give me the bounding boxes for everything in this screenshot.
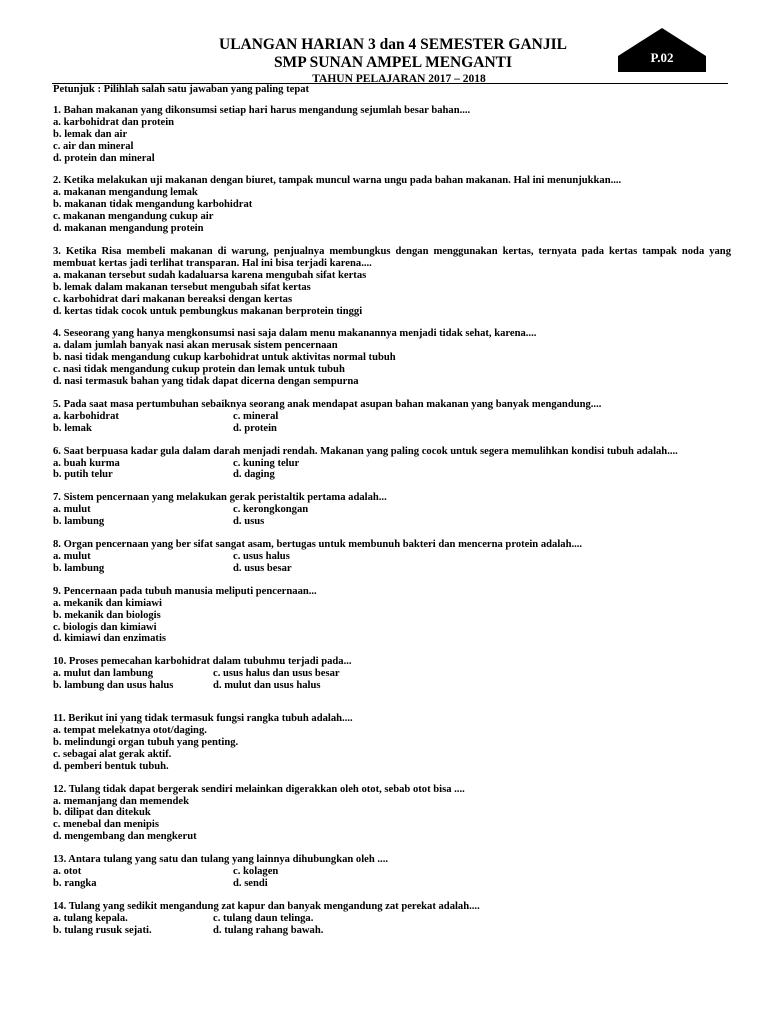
question-list: [53, 84, 731, 948]
option-b: b. lemak dan air: [53, 128, 128, 140]
question-stem: 14. Tulang yang sedikit mengandung zat kapur dan banyak mengandung zat perekat adalah....: [53, 900, 480, 912]
question-stem: 2. Ketika melakukan uji makanan dengan biuret, tampak muncul warna ungu pada bahan makanan. Hal ini menunjukkan....: [53, 175, 622, 187]
option-b: b. lambung: [53, 516, 105, 528]
option-c: c. kerongkongan: [233, 504, 309, 516]
option-c: c. kolagen: [233, 866, 279, 878]
option-c: c. biologis dan kimiawi: [53, 621, 157, 633]
question-6: [53, 446, 731, 482]
option-b: b. tulang rusuk sejati.: [53, 924, 152, 936]
question-stem: 13. Antara tulang yang satu dan tulang yang lainnya dihubungkan oleh ....: [53, 854, 388, 866]
option-row: [53, 458, 731, 470]
option-d: d. kimiawi dan enzimatis: [53, 633, 167, 645]
option-a: a. mulut: [53, 504, 91, 516]
option-d: d. mulut dan usus halus: [213, 680, 321, 692]
question-13: [53, 854, 731, 890]
school-name: SMP SUNAN AMPEL MENGANTI: [273, 54, 513, 71]
option-d: d. makanan mengandung protein: [53, 223, 204, 235]
question-7: [53, 492, 731, 528]
option-a: a. makanan mengandung lemak: [53, 187, 198, 199]
question-stem: 1. Bahan makanan yang dikonsumsi setiap hari harus mengandung sejumlah besar bahan....: [53, 104, 471, 116]
option-c: c. sebagai alat gerak aktif.: [53, 748, 172, 760]
option-row: [53, 469, 731, 481]
option-c: c. usus halus: [233, 551, 290, 562]
option-c: c. tulang daun telinga.: [213, 912, 314, 924]
question-stem: 10. Proses pemecahan karbohidrat dalam tubuhmu terjadi pada...: [53, 656, 352, 668]
option-b: b. lemak dalam makanan tersebut mengubah sifat kertas: [53, 281, 311, 293]
option-c: c. nasi tidak mengandung cukup protein dan lemak untuk tubuh: [53, 364, 345, 376]
question-12: [53, 784, 731, 844]
option-d: d. kertas tidak cocok untuk pembungkus makanan berprotein tinggi: [53, 305, 363, 317]
option-row: [53, 423, 731, 435]
option-b: b. lemak: [53, 422, 92, 434]
question-11: [53, 713, 731, 773]
option-row: [53, 878, 731, 890]
question-3: [53, 246, 731, 317]
option-d: d. usus: [233, 516, 265, 528]
option-a: a. memanjang dan memendek: [53, 795, 189, 807]
option-c: c. usus halus dan usus besar: [213, 668, 340, 680]
option-b: b. melindungi organ tubuh yang penting.: [53, 736, 239, 748]
question-stem: 7. Sistem pencernaan yang melakukan gerak peristaltik pertama adalah...: [53, 492, 387, 504]
option-a: a. tulang kepala.: [53, 912, 128, 924]
question-14: [53, 901, 731, 937]
question-stem: 4. Seseorang yang hanya mengkonsumsi nasi saja dalam menu makanannya menjadi tidak sehat, karena....: [53, 328, 537, 340]
option-b: b. dilipat dan ditekuk: [53, 807, 151, 819]
section-gap: [53, 703, 731, 713]
option-a: a. karbohidrat dan protein: [53, 116, 175, 128]
option-d: d. protein dan mineral: [53, 152, 155, 164]
question-stem: 6. Saat berpuasa kadar gula dalam darah menjadi rendah. Makanan yang paling cocok untuk segera memulihkan kondisi tubuh adalah....: [53, 445, 678, 457]
option-row: [53, 504, 731, 516]
option-a: a. otot: [53, 866, 82, 878]
question-9: [53, 586, 731, 646]
question-8: [53, 539, 731, 575]
option-b: b. lambung dan usus halus: [53, 680, 174, 692]
option-row: [53, 925, 731, 937]
exam-title: ULANGAN HARIAN 3 dan 4 SEMESTER GANJIL: [219, 36, 567, 53]
option-d: d. protein: [233, 422, 277, 434]
question-10: [53, 656, 731, 692]
academic-year: TAHUN PELAJARAN 2017 – 2018: [312, 73, 486, 85]
option-row: [53, 668, 731, 680]
question-stem: 9. Pencernaan pada tubuh manusia meliputi pencernaan...: [53, 585, 317, 597]
option-row: [53, 516, 731, 528]
option-a: a. buah kurma: [53, 457, 120, 469]
question-1: [53, 105, 731, 165]
option-a: a. mulut: [53, 551, 91, 562]
option-d: d. mengembang dan mengkerut: [53, 831, 197, 843]
option-a: a. makanan tersebut sudah kadaluarsa karena mengubah sifat kertas: [53, 269, 367, 281]
option-b: b. lambung: [53, 562, 105, 574]
option-c: c. karbohidrat dari makanan bereaksi dengan kertas: [53, 293, 293, 305]
question-stem: 5. Pada saat masa pertumbuhan sebaiknya seorang anak mendapat asupan bahan makanan yang banyak mengandung....: [53, 398, 602, 410]
question-stem: 3. Ketika Risa membeli makanan di warung, penjualnya membungkus dengan menggunakan kertas, ternyata pada kertas tampak noda yang membuat kertas jadi terlihat transparan. Hal ini bisa terjadi karena....: [53, 245, 731, 269]
option-a: a. mulut dan lambung: [53, 668, 154, 680]
question-stem: 12. Tulang tidak dapat bergerak sendiri melainkan digerakkan oleh otot, sebab otot bisa ....: [53, 783, 465, 795]
option-d: d. nasi termasuk bahan yang tidak dapat dicerna dengan sempurna: [53, 376, 359, 388]
option-row: [53, 680, 731, 692]
option-d: d. usus besar: [233, 562, 292, 574]
option-d: d. pemberi bentuk tubuh.: [53, 760, 169, 772]
question-2: [53, 175, 731, 235]
option-b: b. nasi tidak mengandung cukup karbohidrat untuk aktivitas normal tubuh: [53, 352, 396, 364]
question-5: [53, 399, 731, 435]
option-d: d. tulang rahang bawah.: [213, 924, 324, 936]
option-a: a. karbohidrat: [53, 410, 119, 422]
instruction: Petunjuk : Pilihlah salah satu jawaban yang paling tepat: [53, 84, 310, 95]
option-b: b. mekanik dan biologis: [53, 609, 161, 621]
option-d: d. sendi: [233, 877, 268, 889]
option-b: b. makanan tidak mengandung karbohidrat: [53, 199, 253, 211]
question-4: [53, 328, 731, 388]
option-b: b. rangka: [53, 877, 97, 889]
question-stem: 8. Organ pencernaan yang ber sifat sangat asam, bertugas untuk membunuh bakteri dan mencerna protein adalah....: [53, 539, 583, 551]
option-a: a. tempat melekatnya otot/daging.: [53, 724, 207, 736]
option-a: a. mekanik dan kimiawi: [53, 597, 162, 609]
question-stem: 11. Berikut ini yang tidak termasuk fungsi rangka tubuh adalah....: [53, 713, 353, 725]
option-row: [53, 563, 731, 575]
option-c: c. air dan mineral: [53, 140, 134, 152]
option-d: d. daging: [233, 469, 275, 481]
option-b: b. putih telur: [53, 469, 113, 481]
option-row: [53, 913, 731, 925]
option-c: c. mineral: [233, 410, 279, 422]
code-badge-label: P.02: [650, 50, 674, 65]
option-row: [53, 551, 731, 563]
option-a: a. dalam jumlah banyak nasi akan merusak sistem pencernaan: [53, 340, 338, 352]
option-c: c. menebal dan menipis: [53, 819, 159, 831]
option-row: [53, 411, 731, 423]
option-c: c. makanan mengandung cukup air: [53, 211, 214, 223]
option-c: c. kuning telur: [233, 457, 300, 469]
option-row: [53, 866, 731, 878]
